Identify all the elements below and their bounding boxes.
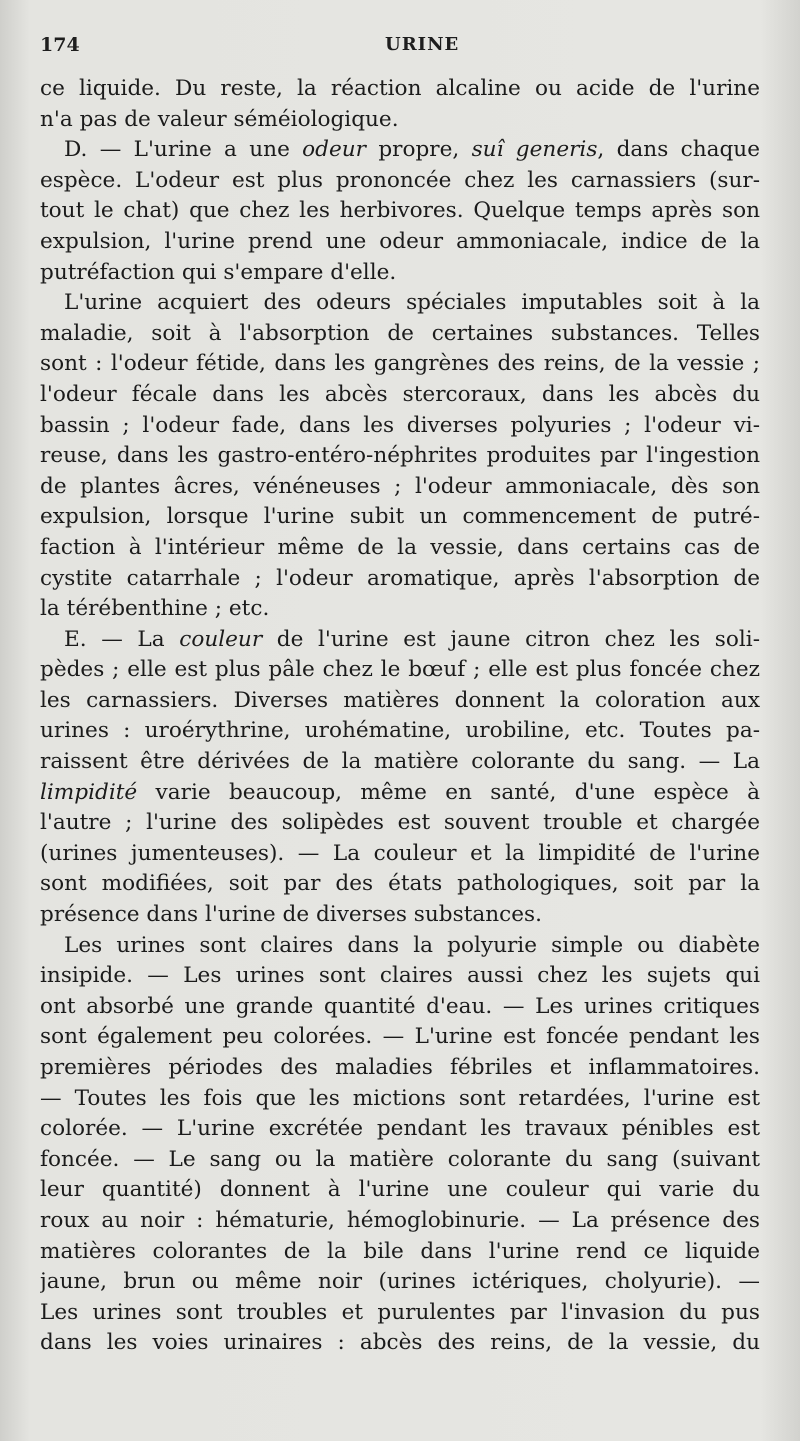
- text-line: Les urines sont troubles et purulentes par l'invasion du pus: [40, 1299, 760, 1325]
- text-line: [40, 135, 760, 166]
- text-line: pèdes ; elle est plus pâle chez le bœuf ; elle est plus foncée chez: [40, 657, 760, 683]
- text-segment: varie beaucoup, même en santé, d'une espèce à: [137, 779, 760, 805]
- text-segment: propre,: [366, 137, 472, 163]
- text-line: insipide. — Les urines sont claires aussi chez les sujets qui: [40, 963, 760, 989]
- text-line: sont modifiées, soit par des états pathologiques, soit par la: [40, 871, 760, 897]
- text-line: de plantes âcres, vénéneuses ; l'odeur ammoniacale, dès son: [40, 473, 760, 499]
- text-line: tout le chat) que chez les herbivores. Quelque temps après son: [40, 198, 760, 224]
- text-line: les carnassiers. Diverses matières donnent la coloration aux: [40, 687, 760, 713]
- text-line: reuse, dans les gastro-entéro-néphrites produites par l'ingestion: [40, 443, 760, 469]
- text-line: colorée. — L'urine excrétée pendant les travaux pénibles est: [40, 1116, 760, 1142]
- text-segment: E. — La: [64, 626, 180, 652]
- text-line: sont : l'odeur fétide, dans les gangrènes des reins, de la vessie ;: [40, 351, 760, 377]
- text-line: leur quantité) donnent à l'urine une couleur qui varie du: [40, 1177, 760, 1203]
- text-line: Les urines sont claires dans la polyurie simple ou diabète: [64, 932, 760, 958]
- text-segment: , dans chaque: [597, 137, 760, 163]
- text-segment: D. — L'urine a une: [64, 137, 303, 163]
- text-line: bassin ; l'odeur fade, dans les diverses polyuries ; l'odeur vi-: [40, 412, 760, 438]
- page-header: [40, 34, 752, 64]
- italic-term: couleur: [179, 626, 263, 652]
- text-line: premières périodes des maladies fébriles et inflammatoires.: [40, 1055, 760, 1080]
- text-line: foncée. — Le sang ou la matière colorante du sang (suivant: [40, 1146, 760, 1172]
- text-line: roux au noir : hématurie, hémoglobinurie. — La présence des: [40, 1207, 760, 1233]
- text-line: L'urine acquiert des odeurs spéciales imputables soit à la: [64, 290, 760, 316]
- text-line: expulsion, lorsque l'urine subit un commencement de putré-: [40, 504, 760, 530]
- text-line: raissent être dérivées de la matière colorante du sang. — La: [40, 749, 760, 775]
- text-line: n'a pas de valeur séméiologique.: [40, 106, 399, 132]
- running-head: URINE: [385, 34, 460, 55]
- text-line: dans les voies urinaires : abcès des reins, de la vessie, du: [40, 1330, 760, 1356]
- text-line: (urines jumenteuses). — La couleur et la limpidité de l'urine: [40, 840, 760, 866]
- text-line: l'odeur fécale dans les abcès stercoraux, dans les abcès du: [40, 381, 760, 407]
- text-line: l'autre ; l'urine des solipèdes est souvent trouble et chargée: [40, 810, 760, 836]
- text-line: ce liquide. Du reste, la réaction alcaline ou acide de l'urine: [40, 76, 760, 101]
- italic-term: suî generis: [471, 137, 598, 163]
- text-line: maladie, soit à l'absorption de certaines substances. Telles: [40, 320, 760, 346]
- text-line: [40, 778, 760, 809]
- text-line: ont absorbé une grande quantité d'eau. — Les urines critiques: [40, 993, 760, 1019]
- text-line: espèce. L'odeur est plus prononcée chez les carnassiers (sur-: [40, 167, 760, 193]
- page-number: 174: [40, 34, 80, 56]
- text-segment: de l'urine est jaune citron chez les soli-: [262, 626, 760, 652]
- text-line: sont également peu colorées. — L'urine est foncée pendant les: [40, 1024, 760, 1050]
- text-line: expulsion, l'urine prend une odeur ammoniacale, indice de la: [40, 228, 760, 254]
- text-line: matières colorantes de la bile dans l'urine rend ce liquide: [40, 1238, 760, 1264]
- text-line: jaune, brun ou même noir (urines ictériques, cholyurie). —: [40, 1269, 760, 1295]
- text-line: présence dans l'urine de diverses substances.: [40, 902, 542, 928]
- text-line: faction à l'intérieur même de la vessie, dans certains cas de: [40, 534, 760, 560]
- text-line: — Toutes les fois que les mictions sont retardées, l'urine est: [40, 1085, 760, 1111]
- italic-term: limpidité: [40, 779, 138, 805]
- italic-term: odeur: [302, 137, 367, 163]
- body-text: [40, 74, 760, 1359]
- text-line: putréfaction qui s'empare d'elle.: [40, 259, 397, 285]
- text-line: urines : uroérythrine, urohématine, urobiline, etc. Toutes pa-: [40, 718, 760, 744]
- text-line: [40, 625, 760, 656]
- text-line: la térébenthine ; etc.: [40, 596, 270, 622]
- text-line: cystite catarrhale ; l'odeur aromatique, après l'absorption de: [40, 565, 760, 591]
